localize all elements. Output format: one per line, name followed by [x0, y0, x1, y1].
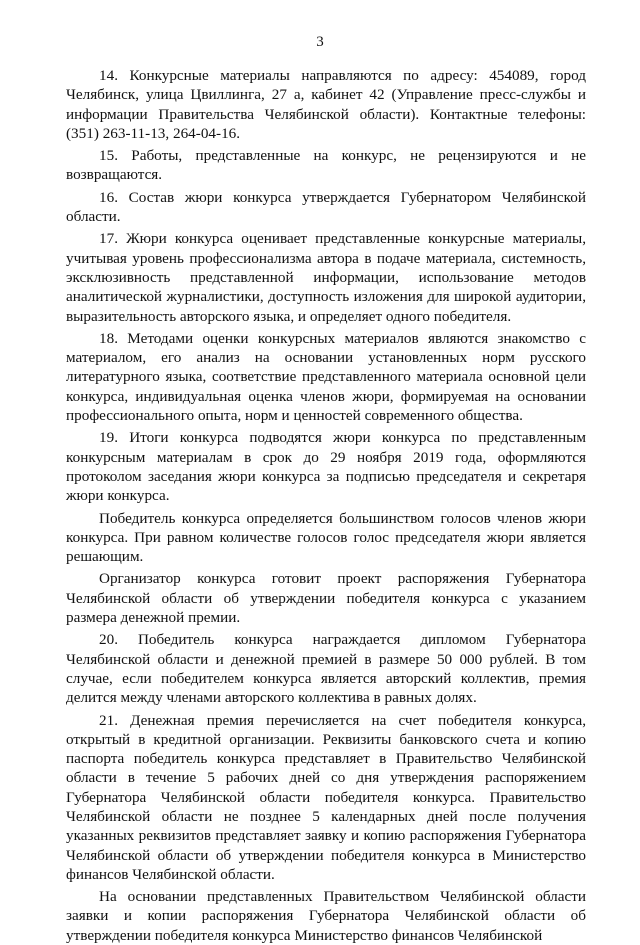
paragraph-19-results-deadline: 19. Итоги конкурса подводятся жюри конкурса по представленным конкурсным материалам в срок до 29 ноября 2019 года, оформляются протоколом заседания жюри конкурса за подписью председателя и секретаря жюри конкурса. — [66, 429, 586, 505]
paragraph-20-award: 20. Победитель конкурса награждается дипломом Губернатора Челябинской области и денежной премией в размере 50 000 рублей. В том случае, если победителем конкурса является авторский коллектив, премия делится между членами авторского коллектива в равных долях. — [66, 631, 586, 707]
paragraph-16-jury-composition: 16. Состав жюри конкурса утверждается Губернатором Челябинской области. — [66, 188, 586, 226]
paragraph-ministry-basis: На основании представленных Правительством Челябинской области заявки и копии распоряжения Губернатора Челябинской области об утверждении победителя конкурса Министерство финансов Челябинской — [66, 888, 586, 944]
paragraph-14-contact-address: 14. Конкурсные материалы направляются по адресу: 454089, город Челябинск, улица Цвиллинга, 27 а, кабинет 42 (Управление пресс-службы и информации Правительства Челябинской области). Контактные телефоны: (351) 263-11-13, 264-04-16. — [66, 67, 586, 142]
page-number: 3 — [316, 34, 324, 50]
paragraph-21-prize-transfer: 21. Денежная премия перечисляется на счет победителя конкурса, открытый в кредитной организации. Реквизиты банковского счета и копию паспорта победитель конкурса представляет в Правительство Челябинской области в течение 5 рабочих дней со дня утверждения распоряжением Губернатора Челябинской области победителя конкурса. Правительство Челябинской области не позднее 5 календарных дней после получения указанных реквизитов представляет заявку и копию распоряжения Губернатора Челябинской области об утверждении победителя конкурса в Министерство финансов Челябинской области. — [66, 711, 586, 883]
paragraph-18-evaluation-methods: 18. Методами оценки конкурсных материалов являются знакомство с материалом, его анализ на основании установленных норм русского литературного языка, соответствие представленного материала основной цели конкурса, индивидуальная оценка членов жюри, формируемая на основании профессионального опыта, норм и ценностей современного общества. — [66, 329, 586, 425]
paragraph-organizer-draft-order: Организатор конкурса готовит проект распоряжения Губернатора Челябинской области об утверждении победителя конкурса с указанием размера денежной премии. — [66, 570, 586, 627]
document-body — [66, 66, 586, 945]
paragraph-winner-determination: Победитель конкурса определяется большинством голосов членов жюри конкурса. При равном количестве голосов голос председателя жюри является решающим. — [66, 509, 586, 566]
paragraph-15-works-not-returned: 15. Работы, представленные на конкурс, не рецензируются и не возвращаются. — [66, 147, 586, 184]
paragraph-17-jury-evaluation: 17. Жюри конкурса оценивает представленные конкурсные материалы, учитывая уровень профессионализма автора в подаче материала, системность, эксклюзивность представленной информации, использование методов аналитической журналистики, доступность изложения для широкой аудитории, выразительность авторского языка, и определяет одного победителя. — [66, 230, 586, 325]
